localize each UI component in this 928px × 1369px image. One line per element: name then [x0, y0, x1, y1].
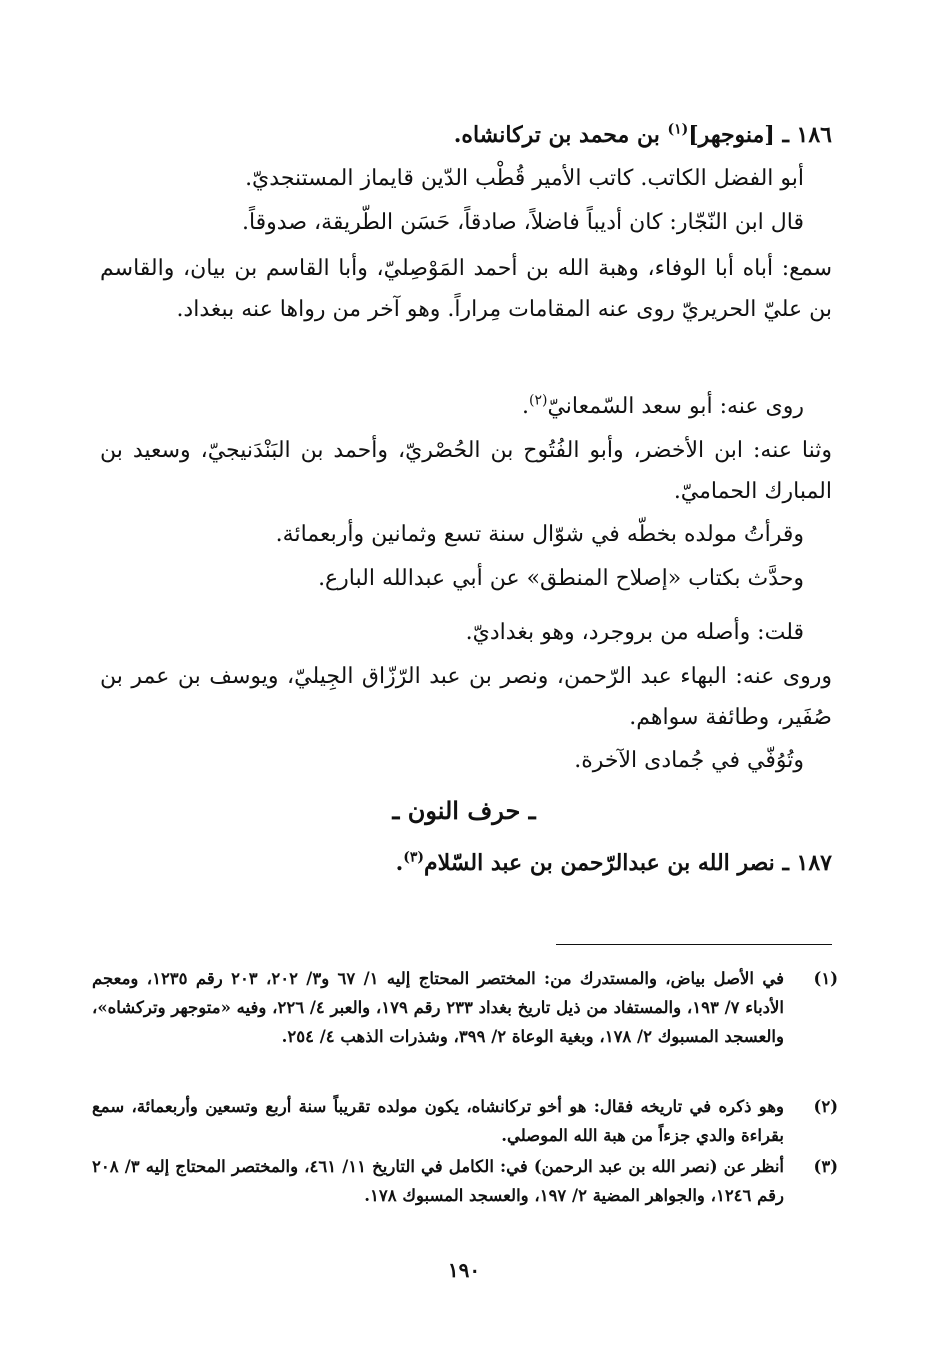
footnote-number: (١) [813, 969, 838, 988]
footnote-text: وهو ذكره في تاريخه فقال: هو أخو تركانشاه، يكون مولده تقريباً سنة أربع وتسعين وأربعمائة، سمع بقراءة والدي جزءاً من هبة الله الموصلي. [92, 1097, 784, 1145]
entry-186-line-1: أبو الفضل الكاتب. كاتب الأمير قُطْب الدّين قايماز المستنجديّ. [245, 166, 804, 191]
footnote-text: في الأصل بياض، والمستدرك من: المختصر المحتاج إليه ١/ ٦٧ و٣/ ٢٠٢، ٢٠٣ رقم ١٢٣٥، ومعجم الأدباء ٧/ ١٩٣، والمستفاد من ذيل تاريخ بغداد ٢٣٣ رقم ١٧٩، والعبر ٤/ ٢٢٦، وفيه «متوجهر وتركشاه»، والعسجد المسبوك ٢/ ١٧٨، وبغية الوعاة ٢/ ٣٩٩، وشذرات الذهب ٤/ ٢٥٤. [92, 969, 785, 1046]
footnote-2 [92, 1092, 838, 1150]
rawa-end: . [521, 394, 529, 419]
entry-186-title [100, 121, 832, 148]
footnote-text: أنظر عن (نصر الله بن عبد الرحمن) في: الكامل في التاريخ ١١/ ٤٦١، والمختصر المحتاج إليه ٣/ ٢٠٨ رقم ١٢٤٦، والجواهر المضية ٢/ ١٩٧، والعسجد المسبوك ١٧٨. [92, 1157, 784, 1205]
footnote-3 [92, 1152, 838, 1210]
entry-186-line-wafat: وتُوُفّي في جُمادى الآخرة. [574, 748, 804, 773]
entry-186-line-qultu: قلت: وأصله من بروجرد، وهو بغداديّ. [465, 620, 804, 645]
footnote-ref-3: (٣) [403, 849, 425, 866]
footnote-separator [556, 944, 832, 945]
footnote-ref-1: (١) [667, 121, 689, 138]
sama-text: سمع: أباه أبا الوفاء، وهبة الله بن أحمد المَوْصِليّ، وأبا القاسم بن بيان، والقاسم بن عليّ الحريريّ روى عنه المقامات مِراراً. وهو آخر من رواها عنه ببغداد. [100, 256, 833, 322]
entry-186-para-thana [100, 430, 832, 512]
entry-186-rawa-anhu [72, 392, 832, 419]
page-number: ١٩٠ [447, 1258, 481, 1282]
thana-text: وثنا عنه: ابن الأخضر، وأبو الفُتُوح بن الحُصْريّ، وأحمد بن البَنْدَنيجيّ، وسعيد بن المبارك الحماميّ. [100, 438, 832, 504]
entry-187-name: ١٨٧ ـ نصر الله بن عبدالرّحمن بن عبد السّلام [424, 850, 832, 876]
entry-187-title [100, 849, 832, 876]
rawa-text: روى عنه: أبو سعد السّمعانيّ [547, 394, 804, 419]
footnote-number: (٣) [813, 1157, 838, 1176]
footnote-ref-2: (٢) [528, 392, 548, 409]
entry-186-line-mawlid: وقرأتُ مولده بخطّه في شوّال سنة تسع وثمانين وأربعمائة. [275, 522, 804, 547]
footnote-1 [92, 964, 838, 1051]
entry-name: [منوجهر] [688, 122, 775, 148]
entry-186-para-sama [100, 248, 832, 330]
rawa2-text: وروى عنه: البهاء عبد الرّحمن، ونصر بن عبد الرّزّاق الجِيليّ، ويوسف بن عمر بن صُفَير، وطائفة سواهم. [100, 664, 832, 730]
entry-187-end: . [395, 850, 404, 876]
entry-186-line-2: قال ابن النّجّار: كان أديباً فاضلاً، صادقاً، حَسَن الطّريقة، صدوقاً. [241, 210, 804, 235]
entry-name-rest: بن محمد بن تركانشاه. [453, 122, 668, 148]
entry-number: ١٨٦ ـ [782, 122, 832, 148]
section-heading: ـ حرف النون ـ [392, 796, 536, 825]
entry-186-line-haddath: وحدَّث بكتاب «إصلاح المنطق» عن أبي عبدالله البارع. [318, 566, 804, 591]
footnote-number: (٢) [813, 1097, 838, 1116]
entry-186-para-rawa2 [100, 656, 832, 738]
